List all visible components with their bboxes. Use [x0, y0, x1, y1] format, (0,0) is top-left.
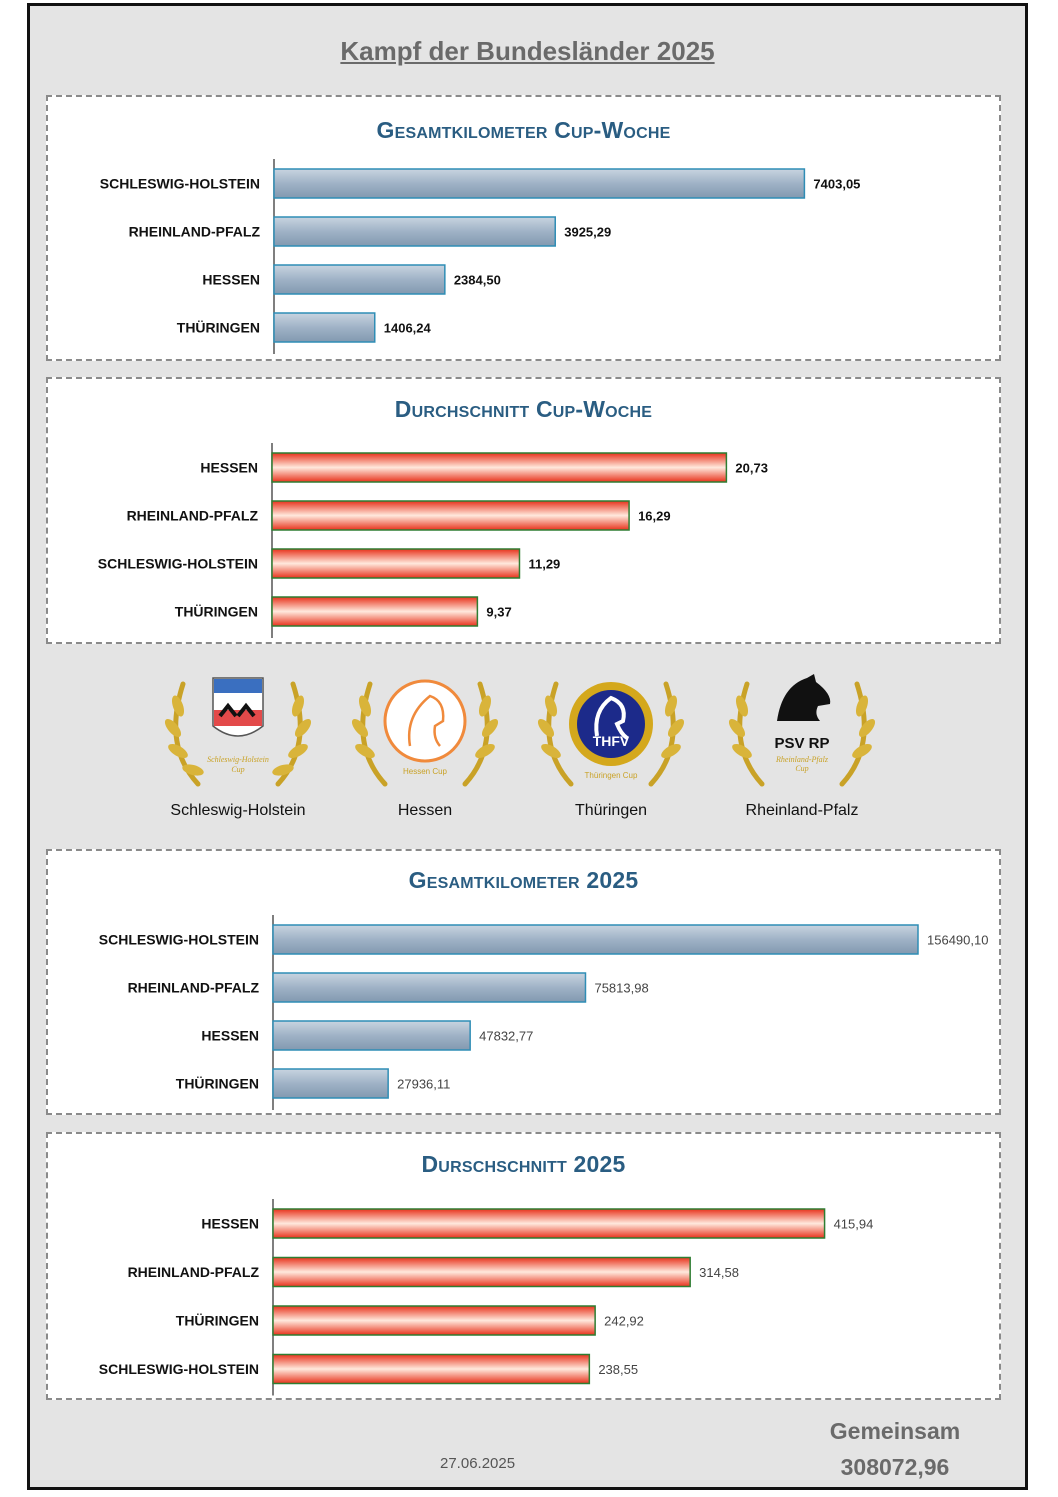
category-label: HESSEN	[201, 1215, 259, 1232]
logo-label: Hessen	[397, 802, 453, 819]
bar	[272, 501, 629, 530]
svg-text:Cup: Cup	[231, 765, 245, 774]
logo-row	[30, 666, 1025, 846]
chart-panel-gesamtkilometer-2025	[46, 849, 1001, 1115]
total-label: Gemeinsam	[829, 1418, 961, 1444]
value-label: 75813,98	[594, 980, 649, 996]
bar	[273, 1209, 825, 1238]
value-label: 3925,29	[564, 224, 612, 240]
svg-text:Thüringen Cup: Thüringen Cup	[584, 771, 638, 780]
category-label: RHEINLAND-PFALZ	[127, 1264, 259, 1280]
value-label: 47832,77	[479, 1028, 534, 1044]
logo-label: Schleswig-Holstein	[170, 802, 306, 819]
category-label: THÜRINGEN	[175, 1312, 259, 1329]
chart-panel-gesamtkilometer-cup-woche	[46, 95, 1001, 361]
svg-text:PSV RP: PSV RP	[774, 735, 830, 752]
value-label: 1406,24	[383, 320, 431, 336]
value-label: 2384,50	[453, 272, 501, 288]
category-label: HESSEN	[202, 271, 260, 288]
bar-chart	[48, 1134, 999, 1398]
bar	[272, 597, 477, 626]
bar	[273, 1258, 690, 1287]
value-label: 16,29	[638, 508, 671, 524]
value-label: 242,92	[604, 1313, 644, 1329]
logo-thueringen	[521, 666, 701, 820]
category-label: THÜRINGEN	[175, 1075, 259, 1092]
bar	[272, 453, 726, 482]
bar-chart	[48, 851, 999, 1113]
category-label: SCHLESWIG-HOLSTEIN	[97, 555, 258, 572]
bar	[273, 1306, 595, 1335]
bar	[272, 549, 519, 578]
category-label: THÜRINGEN	[174, 603, 258, 620]
logo-label: Rheinland-Pfalz	[745, 802, 859, 819]
report-page	[27, 3, 1028, 1490]
bar	[273, 1021, 470, 1050]
bar	[274, 313, 375, 342]
chart-panel-durschschnitt-2025	[46, 1132, 1001, 1400]
total-value: 308072,96	[840, 1454, 950, 1480]
category-label: SCHLESWIG-HOLSTEIN	[99, 175, 260, 192]
svg-text:Cup: Cup	[795, 764, 809, 773]
chart-title: Gesamtkilometer Cup-Woche	[376, 117, 671, 143]
category-label: HESSEN	[200, 459, 258, 476]
svg-text:Hessen Cup: Hessen Cup	[402, 767, 448, 776]
value-label: 415,94	[833, 1216, 874, 1232]
psv-rp-horse-laurel-icon	[722, 666, 882, 796]
bar	[273, 925, 918, 954]
category-label: RHEINLAND-PFALZ	[126, 507, 258, 524]
svg-text:Schleswig-Holstein: Schleswig-Holstein	[207, 755, 269, 764]
bar	[273, 1069, 388, 1098]
page-title: Kampf der Bundesländer 2025	[340, 36, 715, 66]
svg-text:Rheinland-Pfalz: Rheinland-Pfalz	[776, 755, 828, 764]
carriage-horses-laurel-icon	[158, 666, 318, 796]
value-label: 11,29	[528, 556, 561, 572]
chart-title: Durchschnitt Cup-Woche	[394, 396, 653, 422]
bar	[274, 217, 555, 246]
category-label: SCHLESWIG-HOLSTEIN	[98, 1361, 259, 1377]
logo-rheinland-pfalz	[712, 666, 892, 820]
bar-chart	[48, 97, 999, 359]
bar	[274, 169, 804, 198]
value-label: 20,73	[735, 460, 768, 476]
value-label: 27936,11	[397, 1076, 451, 1092]
value-label: 238,55	[598, 1362, 639, 1377]
category-label: THÜRINGEN	[176, 319, 260, 336]
bar	[273, 973, 585, 1002]
value-label: 9,37	[486, 604, 512, 620]
value-label: 156490,10	[927, 932, 989, 948]
logo-label: Thüringen	[574, 802, 648, 819]
report-date: 27.06.2025	[440, 1455, 516, 1472]
bar-chart	[48, 379, 999, 642]
value-label: 7403,05	[813, 176, 861, 192]
value-label: 314,58	[699, 1265, 739, 1280]
category-label: SCHLESWIG-HOLSTEIN	[98, 931, 259, 948]
chart-panel-durchschnitt-cup-woche	[46, 377, 1001, 644]
logo-hessen	[335, 666, 515, 820]
bar	[273, 1355, 589, 1384]
logo-schleswig-holstein	[148, 666, 328, 820]
chart-title: Durschschnitt 2025	[421, 1151, 626, 1177]
category-label: RHEINLAND-PFALZ	[128, 223, 260, 240]
svg-text:THFV: THFV	[592, 733, 630, 749]
category-label: HESSEN	[201, 1027, 259, 1044]
chart-title: Gesamtkilometer 2025	[408, 867, 639, 893]
thfv-horse-laurel-icon	[531, 666, 691, 796]
category-label: RHEINLAND-PFALZ	[127, 979, 259, 996]
bar	[274, 265, 445, 294]
horse-head-laurel-icon	[345, 666, 505, 796]
